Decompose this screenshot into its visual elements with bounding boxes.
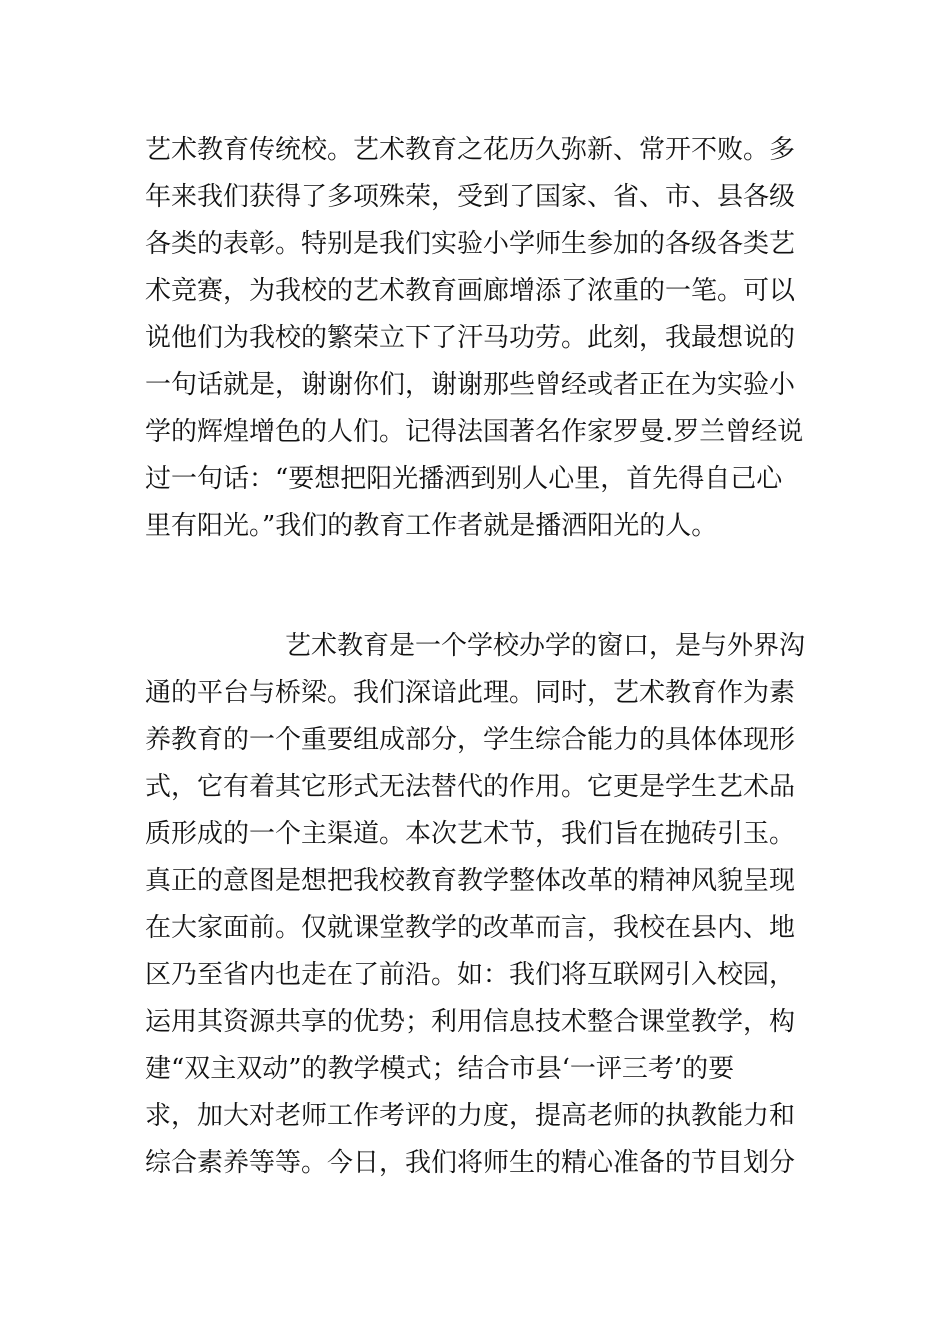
text-line: 说他们为我校的繁荣立下了汗马功劳。此刻，我最想说的	[145, 323, 796, 353]
text-line: 质形成的一个主渠道。本次艺术节，我们旨在抛砖引玉。	[145, 819, 796, 849]
text-line: 区乃至省内也走在了前沿。如：我们将互联网引入校园，	[145, 960, 796, 990]
text-line: 各类的表彰。特别是我们实验小学师生参加的各级各类艺	[145, 229, 796, 259]
text-line: 里有阳光。”我们的教育工作者就是播洒阳光的人。	[145, 511, 718, 541]
text-line: 养教育的一个重要组成部分，学生综合能力的具体体现形	[145, 725, 796, 755]
text-line: 求，加大对老师工作考评的力度，提高老师的执教能力和	[145, 1101, 796, 1131]
text-line: 艺术教育传统校。艺术教育之花历久弥新、常开不败。多	[145, 135, 796, 165]
paragraph-2	[145, 623, 810, 1187]
text-line: 在大家面前。仅就课堂教学的改革而言，我校在县内、地	[145, 913, 796, 943]
text-line: 建“双主双动”的教学模式；结合市县‘一评三考’的要	[145, 1054, 735, 1084]
text-line-indented: 艺术教育是一个学校办学的窗口，是与外界沟	[285, 631, 806, 661]
text-line: 式，它有着其它形式无法替代的作用。它更是学生艺术品	[145, 772, 796, 802]
text-line: 运用其资源共享的优势；利用信息技术整合课堂教学，构	[145, 1007, 796, 1037]
text-line: 通的平台与桥梁。我们深谙此理。同时，艺术教育作为素	[145, 678, 796, 708]
text-line: 真正的意图是想把我校教育教学整体改革的精神风貌呈现	[145, 866, 796, 896]
text-line: 过一句话：“要想把阳光播洒到别人心里，首先得自己心	[145, 464, 783, 494]
paragraph-1	[145, 127, 810, 550]
text-line: 年来我们获得了多项殊荣，受到了国家、省、市、县各级	[145, 182, 796, 212]
text-line: 综合素养等等。今日，我们将师生的精心准备的节目划分	[145, 1148, 796, 1178]
text-line: 一句话就是，谢谢你们，谢谢那些曾经或者正在为实验小	[145, 370, 796, 400]
text-line: 术竞赛，为我校的艺术教育画廊增添了浓重的一笔。可以	[145, 276, 796, 306]
text-line: 学的辉煌增色的人们。记得法国著名作家罗曼.罗兰曾经说	[145, 417, 804, 447]
